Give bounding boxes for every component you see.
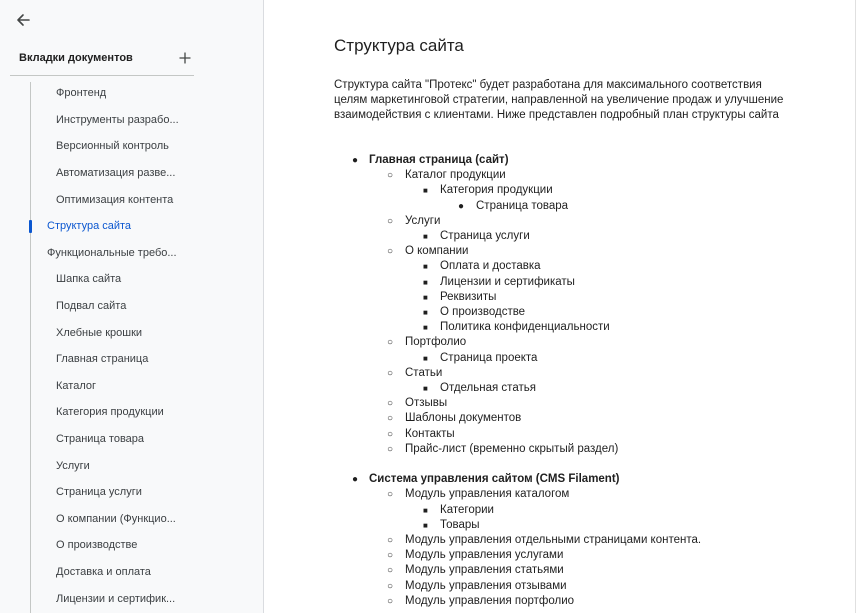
tab-outline-list xyxy=(0,80,263,612)
sidebar-item[interactable] xyxy=(0,506,263,533)
list-bullet: ■ xyxy=(423,262,428,272)
list-item: Контакты xyxy=(405,427,455,440)
list-bullet: ○ xyxy=(387,489,394,501)
list-item: Реквизиты xyxy=(440,290,497,303)
list-bullet: ● xyxy=(352,474,359,486)
sidebar-item-label: Оптимизация контента xyxy=(56,193,174,206)
list-item: Лицензии и сертификаты xyxy=(440,275,575,288)
list-bullet: ■ xyxy=(423,353,428,363)
list-bullet: ● xyxy=(352,155,359,166)
back-button[interactable] xyxy=(10,7,36,33)
list-item: Прайс-лист (временно скрытый раздел) xyxy=(405,442,619,455)
list-item: Каталог продукции xyxy=(405,169,506,182)
document-tabs-sidebar xyxy=(0,0,264,613)
list-bullet: ○ xyxy=(387,595,394,607)
document-page xyxy=(264,0,860,613)
list-item: Страница товара xyxy=(476,199,569,212)
sidebar-item[interactable] xyxy=(0,399,263,426)
sidebar-item-label: Автоматизация разве... xyxy=(56,167,176,180)
list-bullet: ■ xyxy=(423,384,428,393)
intro-paragraph: Структура сайта "Протекс" будет разработана для максимального соответствия целям маркетинговой стратегии, направленной на увеличение продаж и улучшение взаимодействия с клиентами. Ниже представлен подробный план структуры сайта xyxy=(334,79,784,122)
sidebar-item-label: Страница услуги xyxy=(56,486,142,499)
list-bullet: ○ xyxy=(387,413,394,425)
list-bullet: ○ xyxy=(387,398,394,410)
list-item: Отдельная статья xyxy=(440,382,536,394)
page-edge xyxy=(855,0,856,613)
sidebar-item[interactable] xyxy=(0,213,263,240)
list-bullet: ○ xyxy=(387,535,394,546)
sidebar-item[interactable] xyxy=(0,585,263,612)
tabs-divider xyxy=(10,75,194,76)
sidebar-item-label: Функциональные требо... xyxy=(47,246,177,259)
sidebar-item-label: Лицензии и сертифик... xyxy=(56,592,176,605)
sidebar-item[interactable] xyxy=(0,186,263,213)
list-bullet: ○ xyxy=(387,443,394,455)
list-bullet: ○ xyxy=(387,215,394,227)
sidebar-item-label: О компании (Функцио... xyxy=(56,512,176,525)
sidebar-item[interactable] xyxy=(0,373,263,400)
sidebar-item-label: Фронтенд xyxy=(56,87,107,100)
sidebar-item[interactable] xyxy=(0,107,263,134)
list-bullet: ● xyxy=(458,200,465,212)
list-item: Модуль управления отдельными страницами контента. xyxy=(405,534,702,546)
sidebar-item[interactable] xyxy=(0,479,263,506)
sidebar-item[interactable] xyxy=(0,266,263,293)
sidebar-item-label: Шапка сайта xyxy=(56,273,122,286)
list-bullet: ○ xyxy=(387,428,394,440)
list-item: Политика конфиденциальности xyxy=(440,321,610,334)
sidebar-item-label: Каталог xyxy=(56,379,96,392)
document-tabs-header xyxy=(19,49,194,67)
list-bullet: ■ xyxy=(423,292,428,302)
list-item: Категории xyxy=(440,503,494,516)
list-bullet: ○ xyxy=(387,580,394,592)
list-bullet: ○ xyxy=(387,565,394,577)
list-item: Главная страница (сайт) xyxy=(369,154,509,166)
list-item: Модуль управления услугами xyxy=(405,549,564,562)
sidebar-item[interactable] xyxy=(0,160,263,187)
sidebar-item-label: Доставка и оплата xyxy=(56,565,151,578)
sidebar-item[interactable] xyxy=(0,319,263,346)
list-item: Товары xyxy=(440,518,480,531)
sidebar-item[interactable] xyxy=(0,240,263,267)
list-item: Модуль управления каталогом xyxy=(405,488,570,501)
arrow-left-icon xyxy=(15,12,31,28)
document-tabs-title: Вкладки документов xyxy=(19,52,133,64)
list-bullet: ■ xyxy=(423,277,428,287)
sidebar-item[interactable] xyxy=(0,426,263,453)
list-item: Страница проекта xyxy=(440,351,538,364)
list-item: Оплата и доставка xyxy=(440,260,541,273)
list-item: Модуль управления отзывами xyxy=(405,579,567,592)
sidebar-item-label: Хлебные крошки xyxy=(56,326,143,339)
list-bullet: ■ xyxy=(423,308,428,317)
sidebar-item[interactable] xyxy=(0,293,263,320)
list-item: Портфолио xyxy=(405,336,467,349)
sidebar-item[interactable] xyxy=(0,452,263,479)
sidebar-item-label: Структура сайта xyxy=(47,220,132,233)
sidebar-item-label: О производстве xyxy=(56,539,138,552)
list-bullet: ■ xyxy=(423,232,428,241)
list-item: Отзывы xyxy=(405,397,448,410)
list-item: Модуль управления портфолио xyxy=(405,594,575,607)
list-item: О компании xyxy=(405,245,469,258)
sidebar-item[interactable] xyxy=(0,133,263,160)
sidebar-item-label: Подвал сайта xyxy=(56,300,127,313)
sidebar-item[interactable] xyxy=(0,80,263,107)
plus-icon xyxy=(179,52,191,64)
list-item: О производстве xyxy=(440,306,526,318)
list-item: Страница услуги xyxy=(440,230,530,242)
list-bullet: ■ xyxy=(423,323,428,333)
sidebar-item[interactable] xyxy=(0,559,263,586)
list-bullet: ○ xyxy=(387,550,394,562)
list-bullet: ○ xyxy=(387,367,394,379)
list-bullet: ○ xyxy=(387,170,394,182)
list-item: Услуги xyxy=(405,214,441,227)
list-item: Модуль управления статьями xyxy=(405,564,564,577)
list-item: Статьи xyxy=(405,366,443,379)
list-bullet: ■ xyxy=(423,505,428,515)
sidebar-item-label: Версионный контроль xyxy=(56,140,169,153)
sidebar-item-label: Категория продукции xyxy=(56,406,164,419)
sidebar-item[interactable] xyxy=(0,346,263,373)
list-bullet: ○ xyxy=(387,337,394,349)
sidebar-item-label: Инструменты разрабо... xyxy=(56,113,179,126)
add-tab-button[interactable] xyxy=(176,49,194,67)
sidebar-item-label: Страница товара xyxy=(56,433,145,446)
list-item: Шаблоны документов xyxy=(405,412,522,425)
list-bullet: ■ xyxy=(423,520,428,530)
sidebar-item-label: Главная страница xyxy=(56,353,149,366)
list-bullet: ○ xyxy=(387,246,394,258)
list-item: Категория продукции xyxy=(440,184,553,197)
list-bullet: ■ xyxy=(423,186,428,196)
sidebar-item[interactable] xyxy=(0,532,263,559)
page-title: Структура сайта xyxy=(334,36,464,55)
sidebar-item-label: Услуги xyxy=(56,459,90,472)
list-item: Система управления сайтом (CMS Filament) xyxy=(369,473,620,486)
